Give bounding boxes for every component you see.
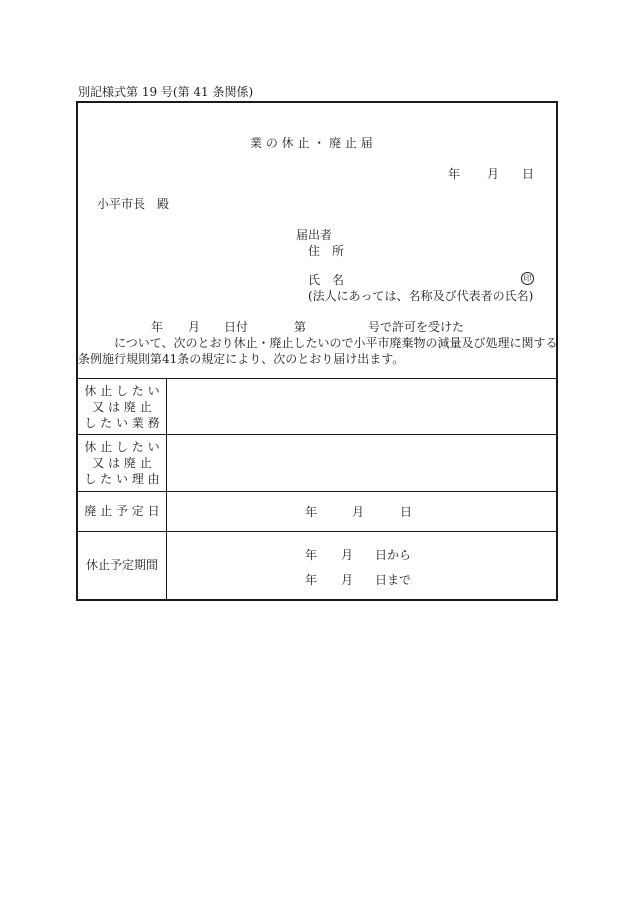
permit-number-suffix: 号で許可を受けた xyxy=(368,320,465,334)
row-divider-2 xyxy=(78,491,556,492)
abolition-day: 日 xyxy=(400,505,413,519)
period-from-year: 年 xyxy=(305,548,318,562)
corporation-note: (法人にあっては、名称及び代表者の氏名) xyxy=(308,289,534,303)
label-line: 休 止 し た い xyxy=(84,440,160,454)
form-title: 業 の 休 止 ・ 廃 止 届 xyxy=(250,136,373,150)
period-to-month: 月 xyxy=(341,573,354,587)
abolition-month: 月 xyxy=(352,505,365,519)
row-suspension-reason-label xyxy=(78,439,166,487)
period-to-day: 日まで xyxy=(375,573,412,587)
date-month: 月 xyxy=(487,167,500,181)
date-day: 日 xyxy=(522,167,535,181)
label-line: し た い 業 務 xyxy=(84,416,160,430)
row-abolition-date-label: 廃 止 予 定 日 xyxy=(84,504,160,518)
form-number-caption: 別記様式第 19 号(第 41 条関係) xyxy=(78,85,254,99)
row-suspended-business-label xyxy=(78,383,166,431)
applicant-label: 届出者 xyxy=(296,228,333,242)
permit-year: 年 xyxy=(151,320,164,334)
notification-form xyxy=(76,101,558,601)
statement-line-2: について、次のとおり休止・廃止したいので小平市廃棄物の減量及び処理に関する xyxy=(114,336,558,350)
permit-number-prefix: 第 xyxy=(294,320,307,334)
label-line: 休 止 し た い xyxy=(84,384,160,398)
period-from-day: 日から xyxy=(375,548,412,562)
period-from-month: 月 xyxy=(341,548,354,562)
permit-day: 日付 xyxy=(224,320,249,334)
date-year: 年 xyxy=(448,167,461,181)
label-line: し た い 理 由 xyxy=(84,472,160,486)
label-line: 又 は 廃 止 xyxy=(92,456,152,470)
abolition-year: 年 xyxy=(305,505,318,519)
applicant-address-label: 住 所 xyxy=(308,244,345,258)
label-column-divider xyxy=(166,378,167,599)
row-divider-1 xyxy=(78,434,556,435)
table-top-border xyxy=(78,378,556,379)
period-to-year: 年 xyxy=(305,573,318,587)
label-line: 又 は 廃 止 xyxy=(92,400,152,414)
row-suspension-period-label: 休止予定期間 xyxy=(85,558,158,572)
statement-line-3: 条例施行規則第41条の規定により、次のとおり届け出ます。 xyxy=(78,352,405,366)
addressee: 小平市長 殿 xyxy=(97,197,170,211)
row-divider-3 xyxy=(78,531,556,532)
seal-mark: 印 xyxy=(521,272,534,285)
permit-month: 月 xyxy=(188,320,201,334)
applicant-name-label: 氏 名 xyxy=(308,273,345,287)
